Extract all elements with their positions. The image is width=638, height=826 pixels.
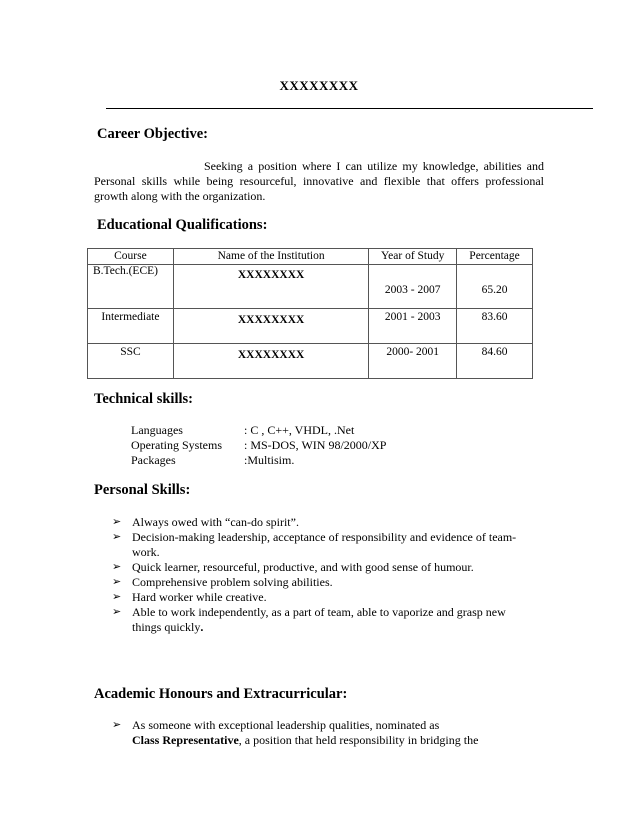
arrow-bullet-icon: ➢ (112, 576, 122, 588)
skill-row (131, 423, 531, 438)
technical-skills-heading: Technical skills: (94, 391, 193, 407)
table-row (88, 309, 533, 344)
technical-skills-list (131, 423, 531, 468)
career-objective-text (94, 159, 544, 204)
list-item-text: Comprehensive problem solving abilities. (132, 575, 333, 589)
education-heading: Educational Qualifications: (97, 217, 268, 233)
skill-label: Operating Systems (131, 438, 222, 452)
list-item-text-cont: work. (132, 545, 160, 559)
list-item-text: Always owed with “can-do spirit”. (132, 515, 299, 529)
arrow-bullet-icon: ➢ (112, 531, 122, 543)
arrow-bullet-icon: ➢ (112, 561, 122, 573)
list-item (112, 575, 542, 590)
table-row (88, 344, 533, 379)
column-header: Name of the Institution (173, 249, 368, 265)
percentage-cell: 65.20 (457, 265, 533, 309)
header-divider (106, 108, 593, 109)
career-objective-heading: Career Objective: (97, 126, 208, 142)
arrow-bullet-icon: ➢ (112, 516, 122, 528)
skill-label: Packages (131, 453, 176, 467)
personal-skills-list (112, 515, 542, 635)
arrow-bullet-icon: ➢ (112, 591, 122, 603)
list-item-text: Quick learner, resourceful, productive, and with good sense of humour. (132, 560, 474, 574)
skill-value: : MS-DOS, WIN 98/2000/XP (244, 438, 387, 452)
list-item-text-cont: , a position that held responsibility in bridging the (238, 733, 479, 747)
list-item-text-suffix: . (200, 620, 204, 634)
institution-cell: XXXXXXXX (173, 309, 368, 344)
list-item-text: As someone with exceptional leadership qualities, nominated as (132, 718, 440, 732)
course-cell: B.Tech.(ECE) (88, 265, 174, 309)
skill-row (131, 453, 531, 468)
skill-value: : C , C++, VHDL, .Net (244, 423, 355, 437)
arrow-bullet-icon: ➢ (112, 606, 122, 618)
list-item (112, 515, 542, 530)
skill-row (131, 438, 531, 453)
course-cell: Intermediate (88, 309, 174, 344)
list-item-text: Decision-making leadership, acceptance of responsibility and evidence of team- (132, 530, 517, 544)
column-header: Year of Study (369, 249, 457, 265)
institution-cell: XXXXXXXX (173, 265, 368, 309)
percentage-cell: 84.60 (457, 344, 533, 379)
list-item-text: Able to work independently, as a part of team, able to vaporize and grasp new (132, 605, 506, 619)
column-header: Course (88, 249, 174, 265)
table-header-row (88, 249, 533, 265)
arrow-bullet-icon: ➢ (112, 719, 122, 731)
institution-cell: XXXXXXXX (173, 344, 368, 379)
list-item (112, 530, 542, 560)
academic-honours-list (112, 718, 542, 748)
column-header: Percentage (457, 249, 533, 265)
list-item-bold-text: Class Representative (132, 733, 239, 747)
course-cell: SSC (88, 344, 174, 379)
table-row (88, 265, 533, 309)
academic-honours-heading: Academic Honours and Extracurricular: (94, 686, 348, 702)
objective-line-2: Personal skills while being resourceful, innovative and flexible that offers professional (94, 174, 544, 188)
year-cell: 2001 - 2003 (369, 309, 457, 344)
skill-label: Languages (131, 423, 183, 437)
skill-value: :Multisim. (244, 453, 295, 467)
list-item (112, 590, 542, 605)
objective-line-1: Seeking a position where I can utilize my knowledge, abilities and (204, 159, 544, 173)
candidate-name: XXXXXXXX (279, 78, 359, 93)
percentage-cell: 83.60 (457, 309, 533, 344)
objective-line-3: growth along with the organization. (94, 189, 266, 203)
year-cell: 2003 - 2007 (369, 265, 457, 309)
education-table (87, 248, 533, 379)
year-cell: 2000- 2001 (369, 344, 457, 379)
list-item-text: Hard worker while creative. (132, 590, 267, 604)
list-item (112, 560, 542, 575)
list-item (112, 605, 542, 635)
list-item-text-cont: things quickly (132, 620, 201, 634)
list-item (112, 718, 542, 748)
personal-skills-heading: Personal Skills: (94, 482, 191, 498)
